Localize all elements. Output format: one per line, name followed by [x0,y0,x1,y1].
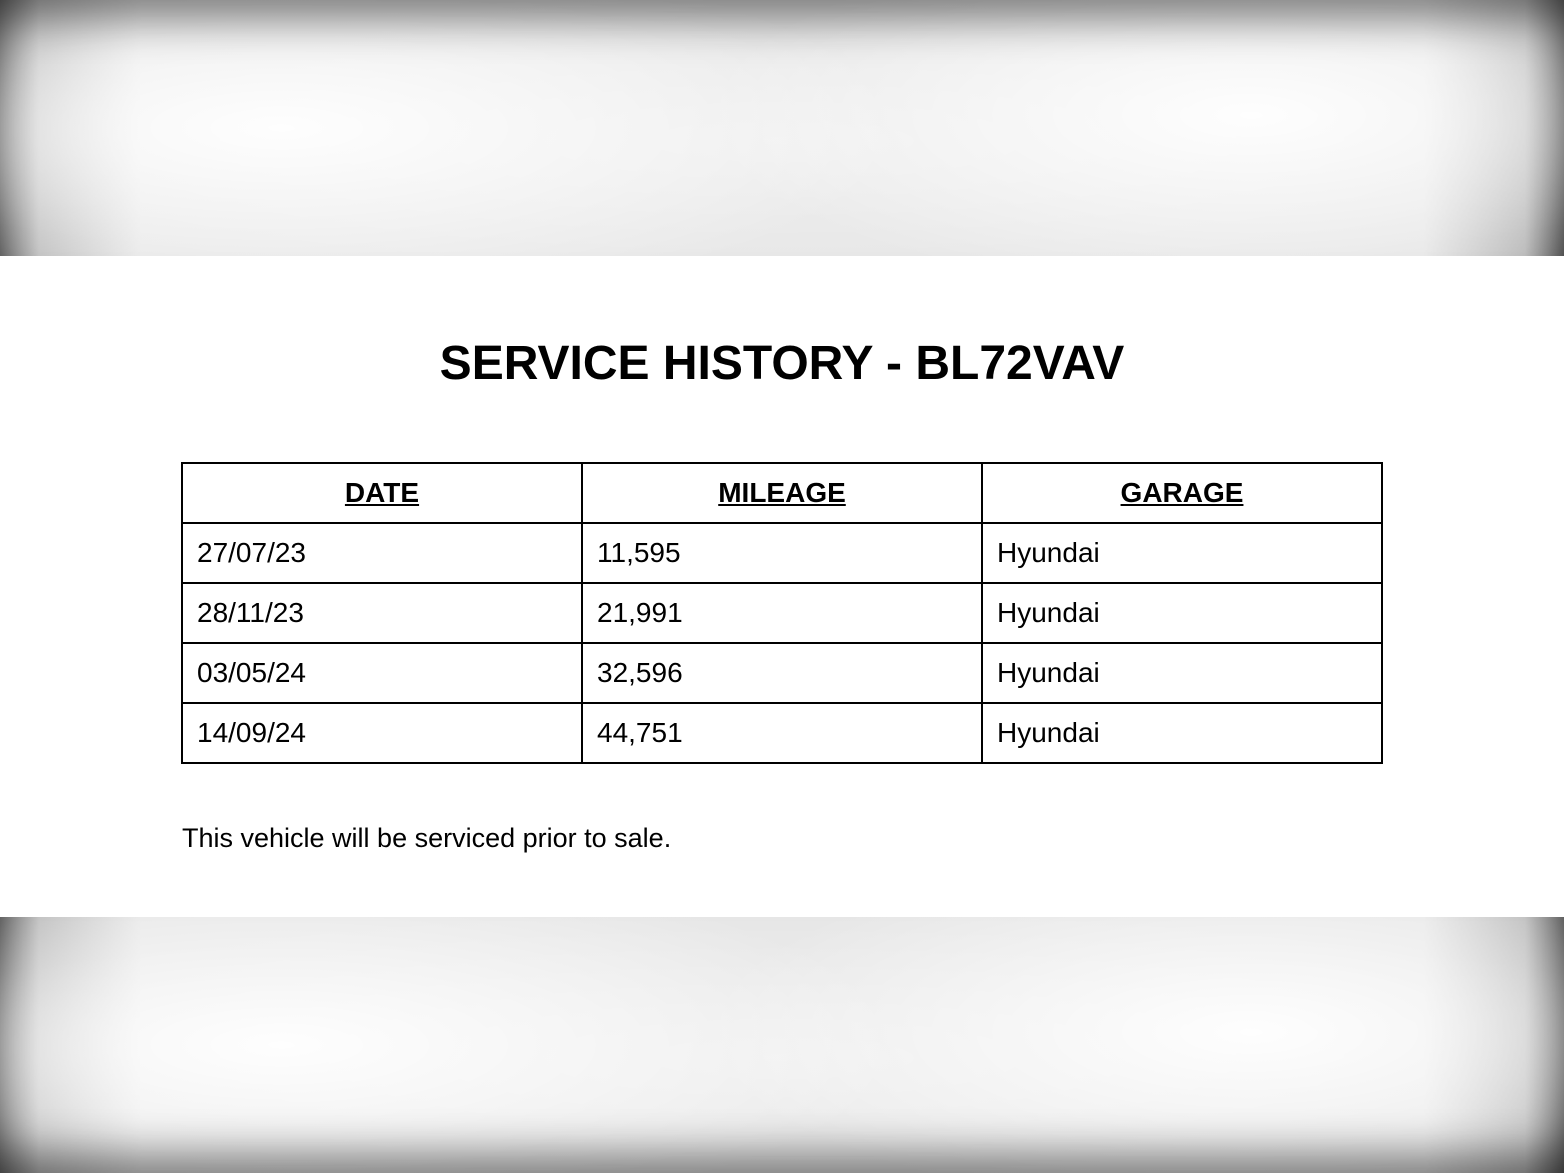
garage-cell: Hyundai [982,583,1382,643]
service-history-document [0,256,1564,917]
date-cell: 27/07/23 [182,523,582,583]
mileage-cell: 11,595 [582,523,982,583]
mileage-cell: 32,596 [582,643,982,703]
service-note: This vehicle will be serviced prior to sale. [182,823,672,853]
blurred-background-top [0,0,1564,256]
garage-cell: Hyundai [982,643,1382,703]
table-row [182,523,1382,583]
column-header-garage: GARAGE [982,463,1382,523]
garage-cell: Hyundai [982,523,1382,583]
table-header-row [182,463,1382,523]
table-row [182,703,1382,763]
table-row [182,583,1382,643]
date-cell: 14/09/24 [182,703,582,763]
column-header-mileage: MILEAGE [582,463,982,523]
blurred-background-bottom [0,917,1564,1173]
date-cell: 03/05/24 [182,643,582,703]
column-header-date: DATE [182,463,582,523]
mileage-cell: 44,751 [582,703,982,763]
service-history-table [181,462,1383,764]
garage-cell: Hyundai [982,703,1382,763]
mileage-cell: 21,991 [582,583,982,643]
date-cell: 28/11/23 [182,583,582,643]
page-title: SERVICE HISTORY - BL72VAV [439,337,1125,390]
table-row [182,643,1382,703]
